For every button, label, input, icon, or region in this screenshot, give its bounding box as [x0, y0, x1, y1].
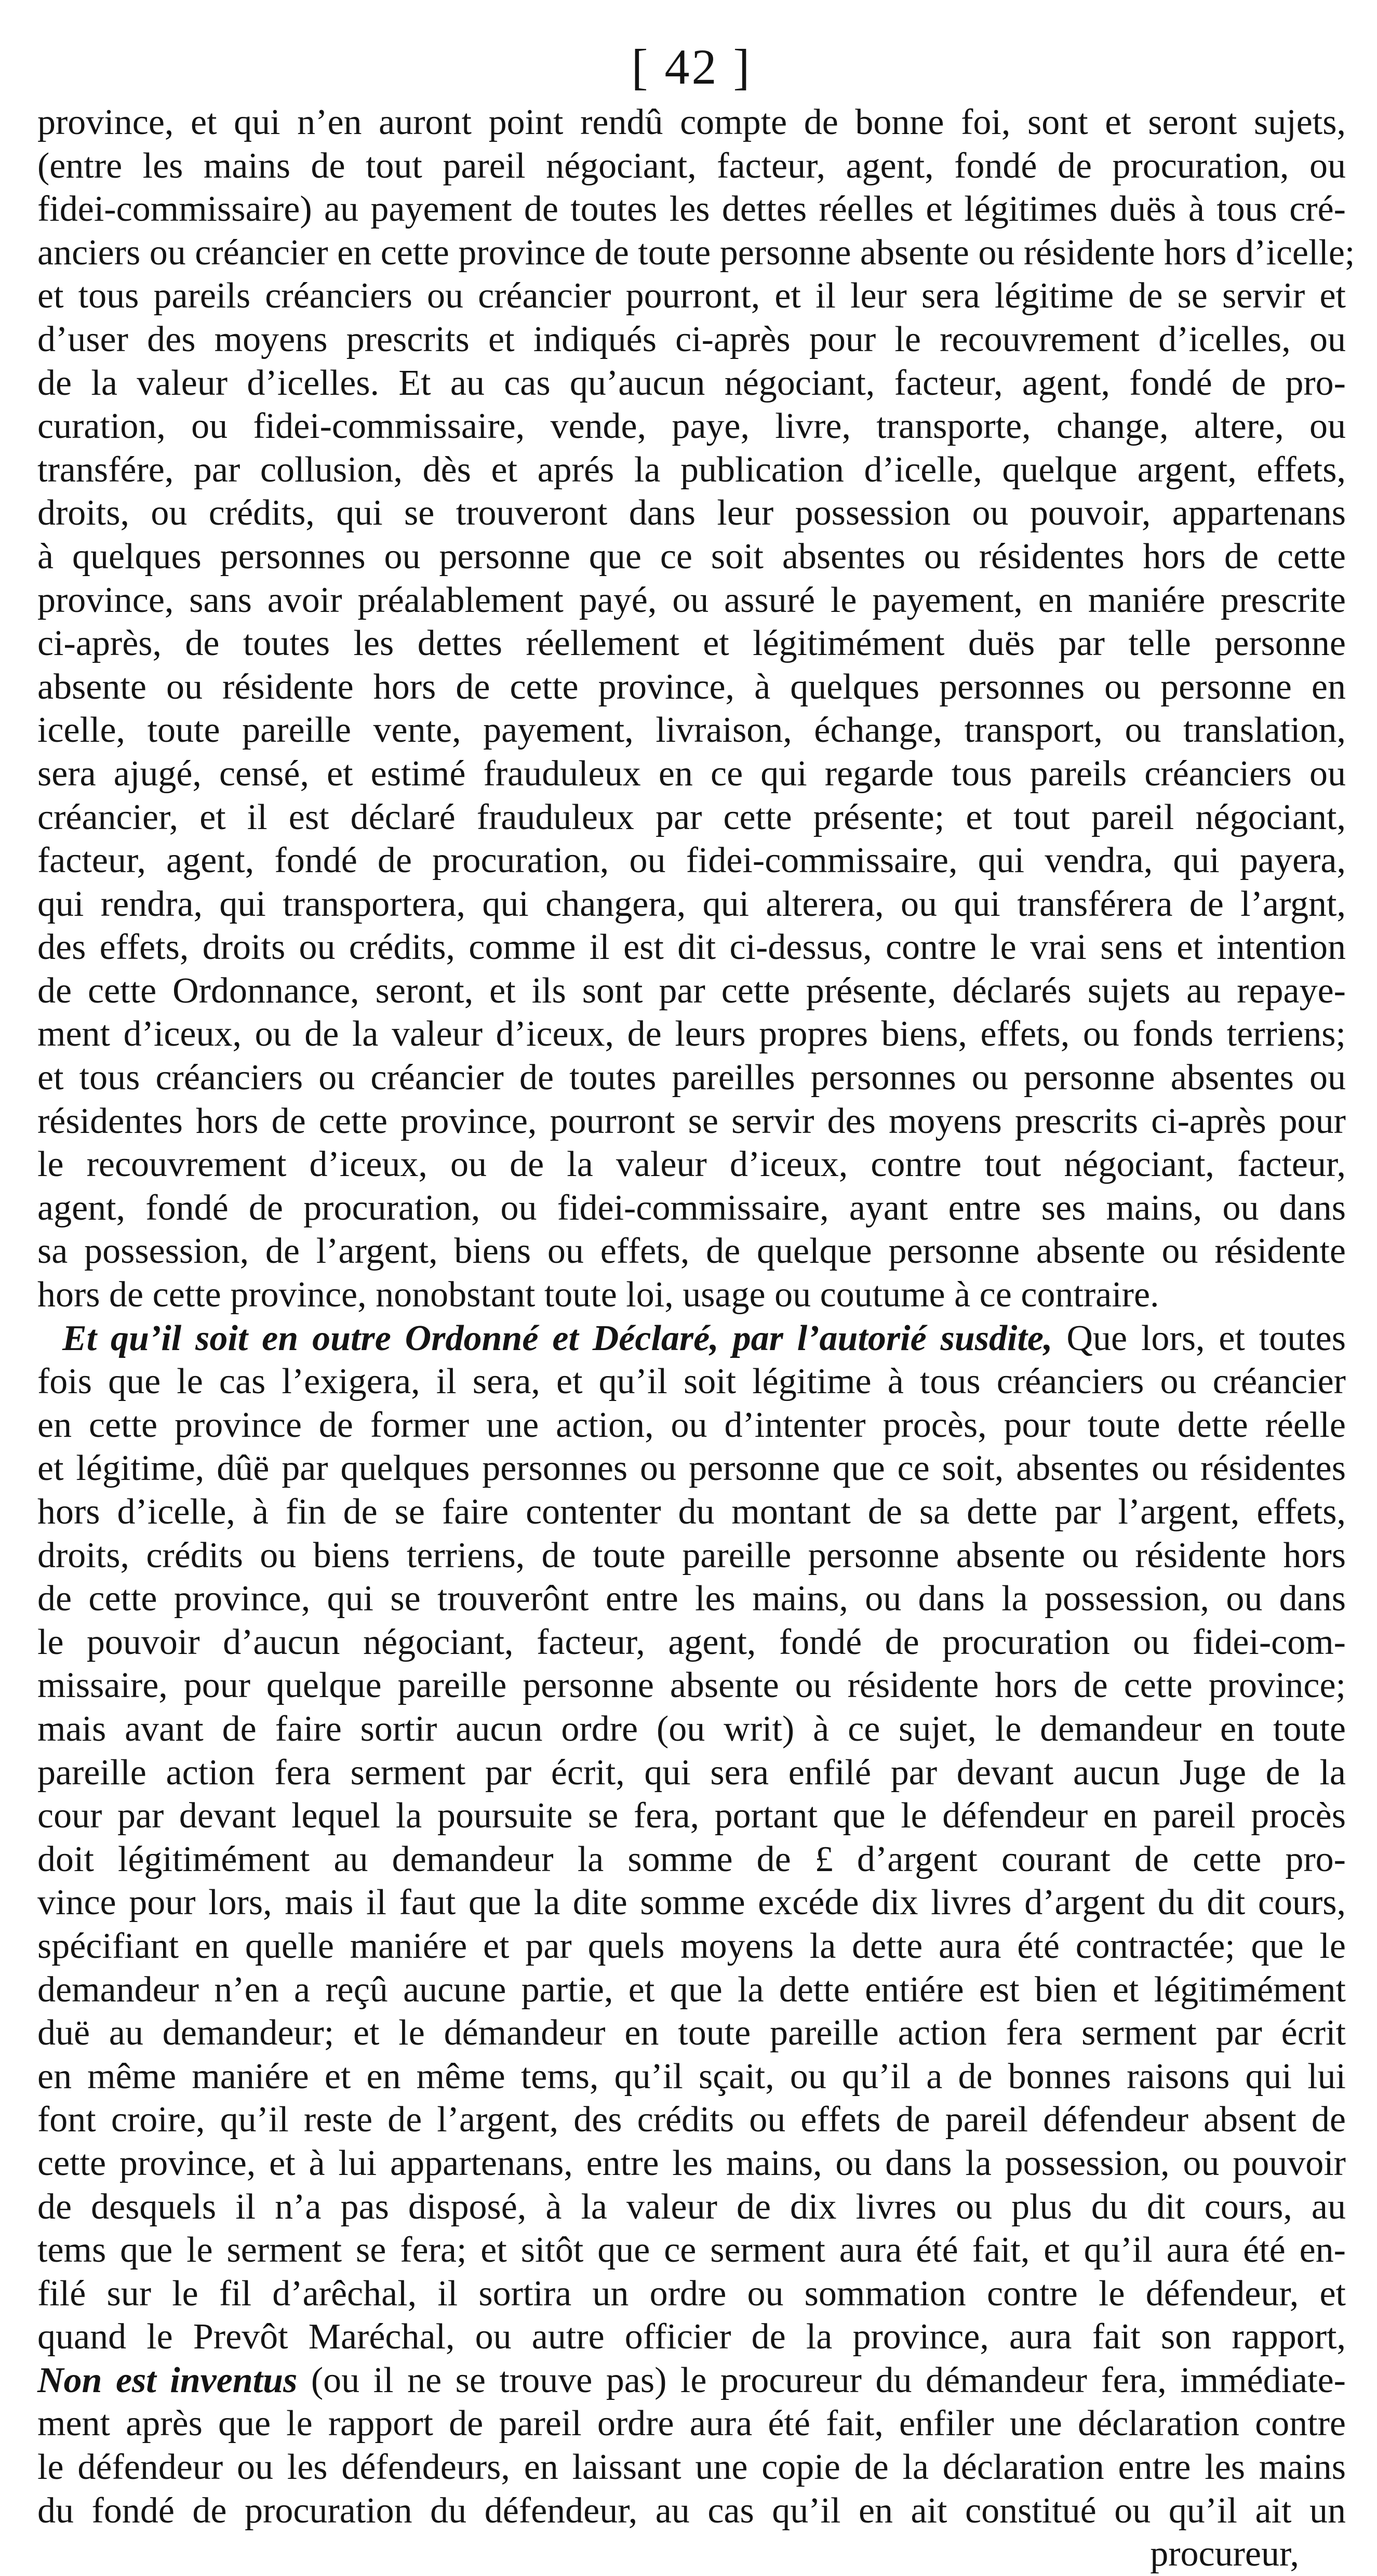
- paragraph-2: [37, 1317, 1346, 2576]
- page-number: [ 42 ]: [631, 39, 752, 95]
- text-line: icelle, toute pareille vente, payement, livraison, échange, transport, ou translation,: [37, 710, 1346, 751]
- text-line: missaire, pour quelque pareille personne absente ou résidente hors de cette province;: [37, 1665, 1346, 1706]
- text-line: transfére, par collusion, dès et aprés la publication d’icelle, quelque argent, effets,: [37, 449, 1346, 490]
- text-line: duë au demandeur; et le démandeur en toute pareille action fera serment par écrit: [37, 2013, 1346, 2053]
- text-line: province, sans avoir préalablement payé, ou assuré le payement, en maniére prescrite: [37, 580, 1346, 620]
- text-line: à quelques personnes ou personne que ce soit absentes ou résidentes hors de cette: [37, 536, 1346, 577]
- text-line: ci-après, de toutes les dettes réellement et légitimément duës par telle personne: [37, 623, 1346, 664]
- text-line: et tous pareils créanciers ou créancier pourront, et il leur sera légitime de se servir et: [37, 276, 1346, 316]
- text-line: d’user des moyens prescrits et indiqués ci-après pour le recouvrement d’icelles, ou: [37, 319, 1346, 359]
- text-line: curation, ou fidei-commissaire, vende, paye, livre, transporte, change, altere, ou: [37, 406, 1346, 447]
- text-line: sera ajugé, censé, et estimé frauduleux en ce qui regarde tous pareils créanciers ou: [37, 753, 1346, 794]
- text-line: du fondé de procuration du défendeur, au cas qu’il en ait constitué ou qu’il ait un: [37, 2490, 1346, 2531]
- text-line: anciers ou créancier en cette province de toute personne absente ou résidente hors d’icelle;: [37, 232, 1355, 273]
- text-line: sa possession, de l’argent, biens ou effets, de quelque personne absente ou résidente: [37, 1231, 1346, 1272]
- catchword: procureur,: [1150, 2534, 1299, 2574]
- text-line: cour par devant lequel la poursuite se fera, portant que le défendeur en pareil procès: [37, 1796, 1346, 1836]
- paragraph-2-first-line: [37, 1317, 1346, 1360]
- text-line: tems que le serment se fera; et sitôt que ce serment aura été fait, et qu’il aura été en-: [37, 2230, 1346, 2271]
- text-line: province, et qui n’en auront point rendû compte de bonne foi, sont et seront sujets,: [37, 102, 1346, 142]
- text-line: ment d’iceux, ou de la valeur d’iceux, de leurs propres biens, effets, ou fonds terriens;: [37, 1014, 1346, 1055]
- text-line: le recouvrement d’iceux, ou de la valeur d’iceux, contre tout négociant, facteur,: [37, 1144, 1346, 1185]
- text-line: vince pour lors, mais il faut que la dite somme excéde dix livres d’argent du dit cours,: [37, 1883, 1346, 1923]
- text-line: pareille action fera serment par écrit, qui sera enfilé par devant aucun Juge de la: [37, 1752, 1346, 1793]
- text-line: résidentes hors de cette province, pourront se servir des moyens prescrits ci-après pour: [37, 1101, 1346, 1141]
- text-line: droits, crédits ou biens terriens, de toute pareille personne absente ou résidente hors: [37, 1535, 1346, 1576]
- text-line: en cette province de former une action, ou d’intenter procès, pour toute dette réelle: [37, 1405, 1346, 1445]
- text-line: demandeur n’en a reçû aucune partie, et que la dette entiére est bien et légitimément: [37, 1969, 1346, 2010]
- text-line: ment après que le rapport de pareil ordre aura été fait, enfiler une déclaration contre: [37, 2404, 1346, 2444]
- text-line: en même maniére et en même tems, qu’il sçait, ou qu’il a de bonnes raisons qui lui: [37, 2056, 1346, 2097]
- text-line: hors d’icelle, à fin de se faire contenter du montant de sa dette par l’argent, effets,: [37, 1492, 1346, 1532]
- text-line: des effets, droits ou crédits, comme il est dit ci-dessus, contre le vrai sens et intention: [37, 927, 1346, 968]
- text-line: quand le Prevôt Maréchal, ou autre officier de la province, aura fait son rapport,: [37, 2317, 1346, 2357]
- text-line: filé sur le fil d’arêchal, il sortira un ordre ou sommation contre le défendeur, et: [37, 2273, 1346, 2314]
- text-line: de cette province, qui se trouverônt entre les mains, ou dans la possession, ou dans: [37, 1579, 1346, 1619]
- text-line: (entre les mains de tout pareil négociant, facteur, agent, fondé de procuration, ou: [37, 145, 1346, 186]
- text-line: cette province, et à lui appartenans, entre les mains, ou dans la possession, ou pouvoir: [37, 2143, 1346, 2183]
- text-line: spécifiant en quelle maniére et par quels moyens la dette aura été contractée; que le: [37, 1926, 1346, 1966]
- text-line: de desquels il n’a pas disposé, à la valeur de dix livres ou plus du dit cours, au: [37, 2186, 1346, 2227]
- text-line: hors de cette province, nonobstant toute loi, usage ou coutume à ce contraire.: [37, 1275, 1159, 1315]
- text-line: créancier, et il est déclaré frauduleux par cette présente; et tout pareil négociant,: [37, 797, 1346, 837]
- text-line: facteur, agent, fondé de procuration, ou fidei-commissaire, qui vendra, qui payera,: [37, 840, 1346, 881]
- text-line: mais avant de faire sortir aucun ordre (ou writ) à ce sujet, le demandeur en toute: [37, 1709, 1346, 1749]
- text-line: agent, fondé de procuration, ou fidei-commissaire, ayant entre ses mains, ou dans: [37, 1187, 1346, 1228]
- text-line: le pouvoir d’aucun négociant, facteur, agent, fondé de procuration ou fidei-com-: [37, 1622, 1346, 1662]
- text-line: de cette Ordonnance, seront, et ils sont par cette présente, déclarés sujets au repaye-: [37, 970, 1346, 1011]
- non-est-inventus-line: [37, 2359, 1346, 2403]
- text-line: droits, ou crédits, qui se trouveront dans leur possession ou pouvoir, appartenans: [37, 493, 1346, 533]
- non-est-inventus-italic: Non est inventus: [37, 2360, 298, 2400]
- paragraph-1: [37, 101, 1355, 1317]
- non-est-inventus-rest: (ou il ne se trouve pas) le procureur du démandeur fera, immédiate-: [297, 2360, 1346, 2400]
- text-line: fois que le cas l’exigera, il sera, et qu’il soit légitime à tous créanciers ou créancier: [37, 1362, 1346, 1402]
- text-line: absente ou résidente hors de cette province, à quelques personnes ou personne en: [37, 666, 1346, 707]
- enacting-clause-rest: Que lors, et toutes: [1052, 1318, 1346, 1358]
- text-line: doit légitimément au demandeur la somme de £ d’argent courant de cette pro-: [37, 1839, 1346, 1879]
- text-line: de la valeur d’icelles. Et au cas qu’aucun négociant, facteur, agent, fondé de pro-: [37, 363, 1346, 403]
- text-line: et légitime, dûë par quelques personnes ou personne que ce soit, absentes ou résidentes: [37, 1448, 1346, 1489]
- text-line: et tous créanciers ou créancier de toutes pareilles personnes ou personne absentes ou: [37, 1058, 1346, 1098]
- text-line: font croire, qu’il reste de l’argent, des crédits ou effets de pareil défendeur absent de: [37, 2100, 1346, 2140]
- text-line: le défendeur ou les défendeurs, en laissant une copie de la déclaration entre les mains: [37, 2447, 1346, 2488]
- text-line: fidei-commissaire) au payement de toutes les dettes réelles et légitimes duës à tous cré-: [37, 189, 1346, 230]
- enacting-clause-italic: Et qu’il soit en outre Ordonné et Déclaré, par l’autorié susdite,: [62, 1318, 1053, 1358]
- text-line: qui rendra, qui transportera, qui changera, qui alterera, ou qui transférera de l’argnt,: [37, 884, 1346, 924]
